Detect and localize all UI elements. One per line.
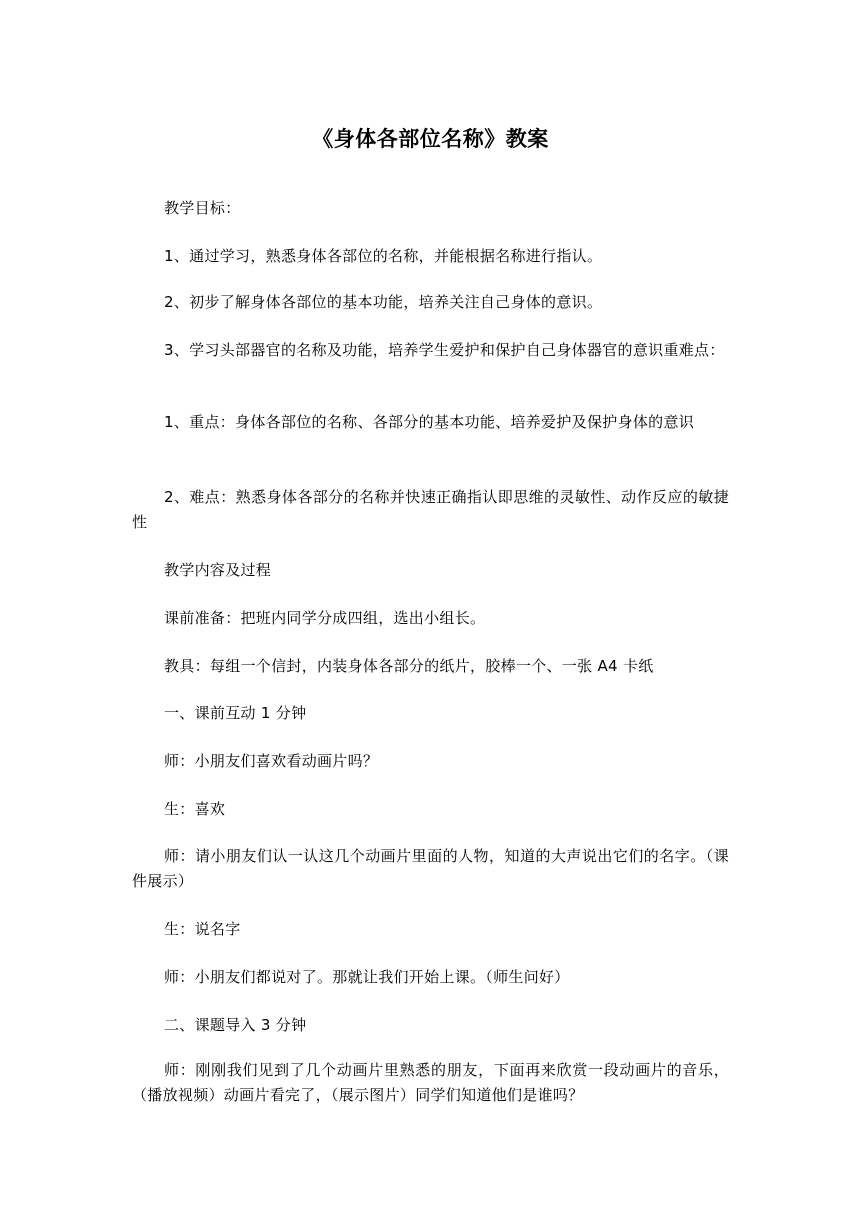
paragraph-content-heading: 教学内容及过程: [164, 561, 272, 579]
paragraph-goal-2: 2、初步了解身体各部位的基本功能，培养关注自己身体的意识。: [164, 293, 603, 311]
paragraph-goal-3: 3、学习头部器官的名称及功能，培养学生爱护和保护自己身体器官的意识重难点：: [164, 341, 725, 359]
paragraph-teaching-aids: 教具：每组一个信封，内装身体各部分的纸片，胶棒一个、一张 A4 卡纸: [164, 657, 654, 675]
paragraph-student-line-2: 生：说名字: [164, 920, 241, 938]
paragraph-teacher-line-3: 师：小朋友们都说对了。那就让我们开始上课。（师生问好）: [164, 968, 570, 986]
paragraph-student-line-1: 生：喜欢: [164, 800, 226, 818]
paragraph-key-point: 1、重点：身体各部位的名称、各部分的基本功能、培养爱护及保护身体的意识: [164, 413, 695, 431]
paragraph-teacher-line-1: 师：小朋友们喜欢看动画片吗？: [164, 752, 379, 770]
paragraph-teacher-line-4: 师：刚刚我们见到了几个动画片里熟悉的朋友，下面再来欣赏一段动画片的音乐，（播放视频）动画片看完了，（展示图片）同学们知道他们是谁吗？: [132, 1061, 729, 1104]
paragraph-section-1-heading: 一、课前互动 1 分钟: [164, 704, 307, 722]
paragraph-section-2-heading: 二、课题导入 3 分钟: [164, 1016, 307, 1034]
paragraph-teaching-goals-heading: 教学目标：: [164, 199, 241, 217]
document-title: 《身体各部位名称》教案: [312, 127, 549, 151]
document-page: [132, 0, 729, 1216]
paragraph-goal-1: 1、通过学习，熟悉身体各部位的名称，并能根据名称进行指认。: [164, 247, 603, 265]
paragraph-difficult-point: 2、难点：熟悉身体各部分的名称并快速正确指认即思维的灵敏性、动作反应的敏捷性: [132, 488, 729, 531]
paragraph-preparation: 课前准备：把班内同学分成四组，选出小组长。: [164, 609, 486, 627]
paragraph-teacher-line-2: 师：请小朋友们认一认这几个动画片里面的人物，知道的大声说出它们的名字。（课件展示）: [132, 847, 729, 890]
